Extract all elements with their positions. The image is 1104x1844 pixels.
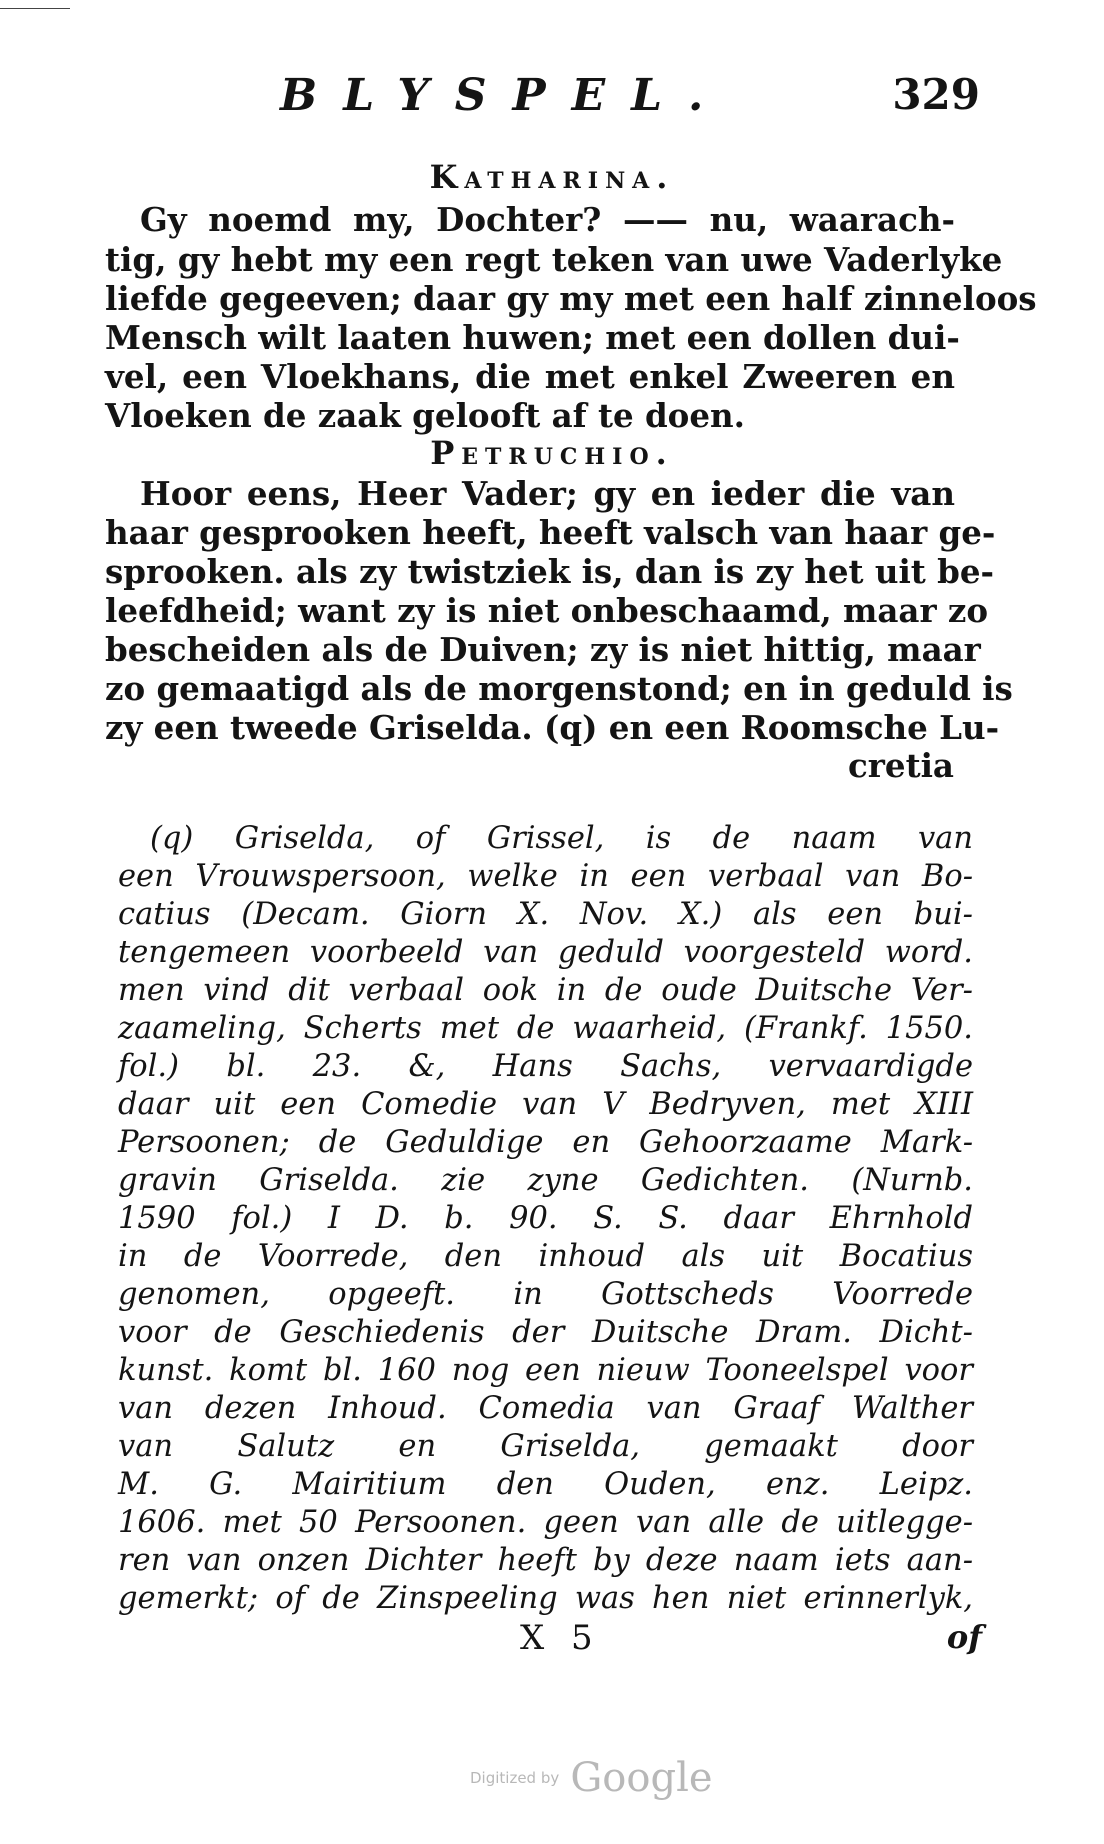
footnote-line: in de Voorrede, den inhoud als uit Bocatius xyxy=(118,1239,973,1274)
footnote-line: zaameling, Scherts met de waarheid, (Frankf. 1550. xyxy=(118,1011,973,1046)
google-logo: Google xyxy=(570,1755,713,1801)
page-number: 329 xyxy=(892,70,980,119)
footnote-line: van Salutz en Griselda, gemaakt door xyxy=(118,1429,973,1464)
footnote-line: men vind dit verbaal ook in de oude Duitsche Ver- xyxy=(118,973,973,1008)
footnote-line: van dezen Inhoud. Comedia van Graaf Walther xyxy=(118,1391,973,1426)
footnote-line: fol.) bl. 23. &, Hans Sachs, vervaardigde xyxy=(118,1049,973,1084)
footnote-line: voor de Geschiedenis der Duitsche Dram. Dicht- xyxy=(118,1315,973,1350)
footnote-line: Persoonen; de Geduldige en Gehoorzaame Mark- xyxy=(118,1125,973,1160)
speaker-petruchio: Petruchio. xyxy=(430,434,674,472)
text-line: Vloeken de zaak gelooft af te doen. xyxy=(105,396,745,435)
text-line: tig, gy hebt my een regt teken van uwe Vaderlyke xyxy=(105,240,1003,279)
text-line: Hoor eens, Heer Vader; gy en ieder die van xyxy=(140,474,955,513)
text-line: Gy noemd my, Dochter? —— nu, waarach- xyxy=(140,200,955,239)
text-line: Mensch wilt laaten huwen; met een dollen dui- xyxy=(105,318,960,357)
text-line: leefdheid; want zy is niet onbeschaamd, maar zo xyxy=(105,591,989,630)
footer-catchword: of xyxy=(946,1618,982,1656)
catchword: cretia xyxy=(847,746,954,785)
text-line: liefde gegeeven; daar gy my met een half zinneloos xyxy=(105,279,1037,318)
footnote-line: 1590 fol.) I D. b. 90. S. S. daar Ehrnhold xyxy=(118,1201,973,1236)
text-line: sprooken. als zy twistziek is, dan is zy het uit be- xyxy=(105,552,995,591)
text-line: bescheiden als de Duiven; zy is niet hittig, maar xyxy=(105,630,981,669)
footnote-line: genomen, opgeeft. in Gottscheds Voorrede xyxy=(118,1277,973,1312)
header-title: BLYSPEL. xyxy=(280,70,730,121)
edge-mark xyxy=(0,8,70,9)
watermark xyxy=(470,1755,713,1801)
footnote-line: gravin Griselda. zie zyne Gedichten. (Nurnb. xyxy=(118,1163,973,1198)
text-line: zo gemaatigd als de morgenstond; en in geduld is xyxy=(105,669,1013,708)
signature-mark: X 5 xyxy=(520,1618,601,1658)
footnote-line: tengemeen voorbeeld van geduld voorgesteld word. xyxy=(118,935,973,970)
footnote-line: 1606. met 50 Persoonen. geen van alle de uitlegge- xyxy=(118,1505,973,1540)
footnote-line: gemerkt; of de Zinspeeling was hen niet erinnerlyk, xyxy=(118,1581,973,1616)
footnote-line: kunst. komt bl. 160 nog een nieuw Tooneelspel voor xyxy=(118,1353,973,1388)
running-header xyxy=(280,70,980,130)
watermark-prefix: Digitized by xyxy=(470,1769,560,1787)
text-line: haar gesprooken heeft, heeft valsch van haar ge- xyxy=(105,513,996,552)
footnote-line: daar uit een Comedie van V Bedryven, met XIII xyxy=(118,1087,973,1122)
text-line: zy een tweede Griselda. (q) en een Roomsche Lu- xyxy=(105,708,1000,747)
footnote-line: ren van onzen Dichter heeft by deze naam iets aan- xyxy=(118,1543,973,1578)
footnote-line: (q) Griselda, of Grissel, is de naam van xyxy=(150,821,973,856)
footnote-line: M. G. Mairitium den Ouden, enz. Leipz. xyxy=(118,1467,973,1502)
speaker-katharina: Katharina. xyxy=(429,158,675,196)
footnote-line: catius (Decam. Giorn X. Nov. X.) als een bui- xyxy=(118,897,973,932)
text-line: vel, een Vloekhans, die met enkel Zweeren en xyxy=(105,357,955,396)
footnote-line: een Vrouwspersoon, welke in een verbaal van Bo- xyxy=(118,859,973,894)
